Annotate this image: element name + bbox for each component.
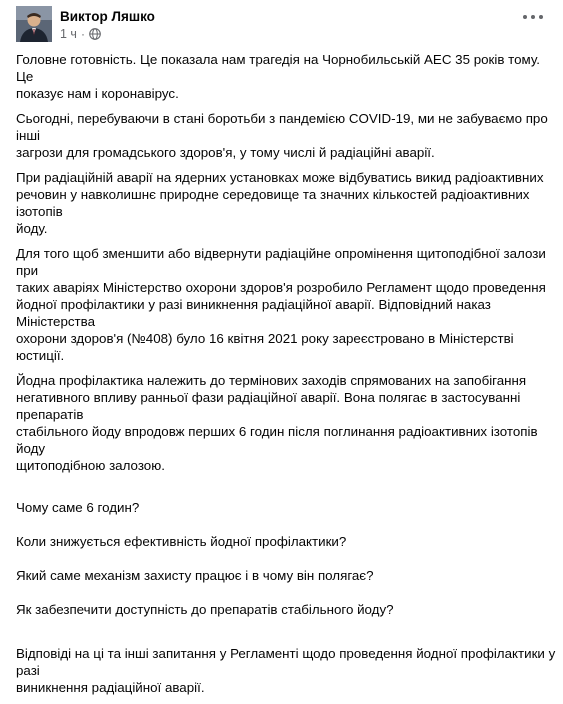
profile-photo [16,6,52,42]
post-paragraph: Головне готовність. Це показала нам трагедія на Чорнобильській АЕС 35 років тому. Це показує нам і коронавірус. [16,52,540,101]
post-time[interactable]: 1 ч [60,27,77,41]
post-paragraph: Йодна профілактика належить до термінових заходів спрямованих на запобігання негативного впливу ранньої фази радіаційної аварії. Вона полягає в застосуванні препаратів стабільного йоду впродовж перших 6 годин після поглинання радіоактивних ізотопів йоду щитоподібною залозою. [16,373,538,473]
question-item: Чому саме 6 годин? [16,500,140,515]
post-body [16,51,556,704]
question-item: Як забезпечити доступність до препаратів стабільного йоду? [16,602,394,617]
author-name[interactable]: Виктор Ляшко [60,9,155,24]
post-paragraph: Для того щоб зменшити або відвернути радіаційне опромінення щитоподібної залози при таких аваріях Міністерство охорони здоров'я розробило Регламент щодо проведення йодної профілактики у разі виникнення радіаційної аварії. Відповідний наказ Міністерства охорони здоров'я (№408) було 16 квітня 2021 року зареєстровано в Міністерстві юстиції. [16,246,546,363]
avatar[interactable] [16,6,52,42]
question-item: Коли знижується ефективність йодної профілактики? [16,534,347,549]
globe-icon [89,28,101,40]
post-meta [60,27,101,41]
question-item: Який саме механізм захисту працює і в чому він полягає? [16,568,374,583]
meta-separator: · [80,27,85,41]
post-paragraph: Відповіді на ці та інші запитання у Регламенті щодо проведення йодної профілактики у разі виникнення радіаційної аварії. [16,646,556,695]
post-paragraph: При радіаційній аварії на ядерних установках може відбуватись викид радіоактивних речовин у навколишнє природне середовище та значних кількостей радіоактивних ізотопів йоду. [16,170,544,236]
question-list [16,482,556,635]
post-paragraph: Сьогодні, перебуваючи в стані боротьби з пандемією COVID-19, ми не забуваємо про інші загрози для громадського здоров'я, у тому числі й радіаційні аварії. [16,111,548,160]
more-options-icon[interactable] [523,10,543,24]
post-header [16,6,547,42]
